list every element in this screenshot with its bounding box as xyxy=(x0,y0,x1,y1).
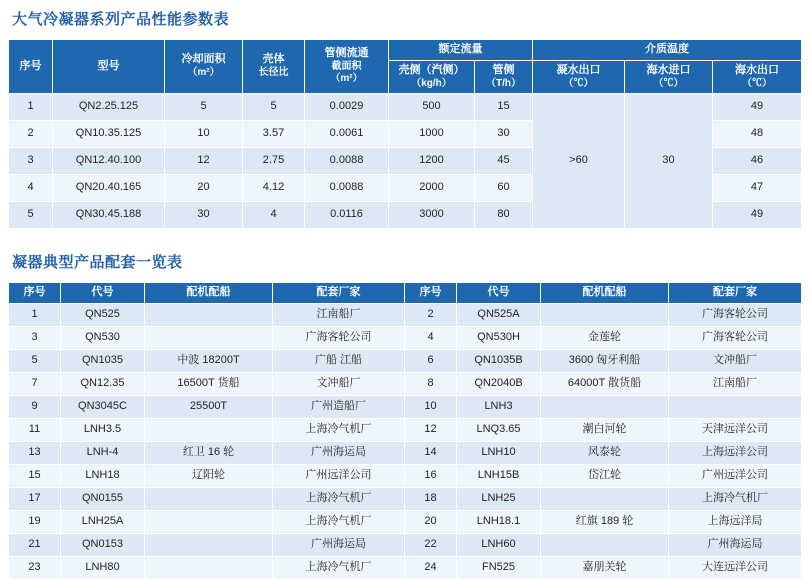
cell-factory-left: 广州海运局 xyxy=(273,441,405,464)
table-row xyxy=(9,303,802,326)
cell-shell-ratio: 3.57 xyxy=(243,121,305,148)
cell-code-right: LNH15B xyxy=(457,464,541,487)
performance-parameters-table xyxy=(8,39,802,229)
cell-seq-left: 15 xyxy=(9,464,61,487)
cell-seq-left: 3 xyxy=(9,326,61,349)
col-cooling-area-label: 冷却面积 xyxy=(181,53,226,66)
cell-pipe-flow-area: 0.0061 xyxy=(305,121,389,148)
col-machine-ship-right: 配机配船 xyxy=(541,283,669,304)
cell-rated-shell: 1000 xyxy=(389,121,475,148)
cell-factory-left: 广海客轮公司 xyxy=(273,326,405,349)
cell-seq-right: 14 xyxy=(405,441,457,464)
cell-factory-right: 广海客轮公司 xyxy=(669,303,802,326)
cell-factory-right: 大连远洋公司 xyxy=(669,556,802,579)
col-pipe-flow-area xyxy=(305,40,389,94)
cell-seq: 2 xyxy=(9,121,53,148)
cell-seq-right: 2 xyxy=(405,303,457,326)
cell-rated-pipe: 60 xyxy=(475,175,533,202)
cell-seq-left: 23 xyxy=(9,556,61,579)
cell-seq-left: 9 xyxy=(9,395,61,418)
cell-machine-ship-left: 16500T 货船 xyxy=(145,372,273,395)
cell-model: QN20.40.165 xyxy=(53,175,165,202)
cell-factory-left: 文冲船厂 xyxy=(273,372,405,395)
cell-seq-right: 24 xyxy=(405,556,457,579)
col-seq-right: 序号 xyxy=(405,283,457,304)
cell-seq-left: 11 xyxy=(9,418,61,441)
table-row xyxy=(9,349,802,372)
cell-seq: 4 xyxy=(9,175,53,202)
cell-machine-ship-left xyxy=(145,556,273,579)
cell-seq-left: 5 xyxy=(9,349,61,372)
cell-model: QN10.35.125 xyxy=(53,121,165,148)
cell-cooling-area: 20 xyxy=(165,175,243,202)
col-model: 型号 xyxy=(53,40,165,94)
cell-code-right: LNH60 xyxy=(457,533,541,556)
cell-code-right: LNH3 xyxy=(457,395,541,418)
cell-machine-ship-left: 25500T xyxy=(145,395,273,418)
cell-shell-ratio: 4 xyxy=(243,202,305,229)
cell-factory-left: 广州海运局 xyxy=(273,533,405,556)
col-shell-ratio xyxy=(243,40,305,94)
cell-rated-shell: 500 xyxy=(389,94,475,121)
cell-pipe-flow-area: 0.0029 xyxy=(305,94,389,121)
cell-code-left: QN525 xyxy=(61,303,145,326)
table-row xyxy=(9,395,802,418)
cell-seq-right: 4 xyxy=(405,326,457,349)
col-cooling-area-unit: （m²） xyxy=(187,67,220,79)
cell-seawater-outlet: 46 xyxy=(713,148,802,175)
cell-code-right: FN525 xyxy=(457,556,541,579)
cell-factory-right: 上海远洋公司 xyxy=(669,441,802,464)
table-header-row xyxy=(9,283,802,304)
table-row xyxy=(9,372,802,395)
cell-machine-ship-right: 岱江轮 xyxy=(541,464,669,487)
cell-machine-ship-left xyxy=(145,303,273,326)
col-rated-pipe-unit: （T/h） xyxy=(486,77,521,89)
cell-seq-right: 8 xyxy=(405,372,457,395)
cell-factory-right: 广州远洋公司 xyxy=(669,464,802,487)
col-seawater-outlet xyxy=(713,60,802,93)
col-seq-left: 序号 xyxy=(9,283,61,304)
cell-factory-left: 上海冷气机厂 xyxy=(273,487,405,510)
cell-machine-ship-right: 3600 匈牙利船 xyxy=(541,349,669,372)
cell-factory-left: 江南船厂 xyxy=(273,303,405,326)
table-row xyxy=(9,94,802,121)
table-row xyxy=(9,510,802,533)
cell-code-left: QN530 xyxy=(61,326,145,349)
cell-seq-right: 12 xyxy=(405,418,457,441)
cell-machine-ship-right: 64000T 散货船 xyxy=(541,372,669,395)
cell-shell-ratio: 4.12 xyxy=(243,175,305,202)
col-condensate-outlet-label: 凝水出口 xyxy=(556,63,601,76)
cell-machine-ship-left: 辽阳轮 xyxy=(145,464,273,487)
cell-seawater-outlet: 49 xyxy=(713,202,802,229)
col-machine-ship-left: 配机配船 xyxy=(145,283,273,304)
col-group-rated-flow: 额定流量 xyxy=(389,40,533,61)
cell-code-right: LNH25 xyxy=(457,487,541,510)
cell-rated-pipe: 80 xyxy=(475,202,533,229)
col-code-left: 代号 xyxy=(61,283,145,304)
col-seawater-inlet-label: 海水进口 xyxy=(646,63,691,76)
col-factory-right: 配套厂家 xyxy=(669,283,802,304)
cell-machine-ship-right xyxy=(541,487,669,510)
cell-machine-ship-right: 嘉朋关轮 xyxy=(541,556,669,579)
cell-code-right: LNH10 xyxy=(457,441,541,464)
col-group-medium-temp: 介质温度 xyxy=(533,40,802,61)
cell-seq-left: 21 xyxy=(9,533,61,556)
cell-factory-left: 广州远洋公司 xyxy=(273,464,405,487)
cell-pipe-flow-area: 0.0088 xyxy=(305,148,389,175)
col-rated-pipe xyxy=(475,60,533,93)
cell-factory-right: 天津远洋公司 xyxy=(669,418,802,441)
cell-seq-right: 6 xyxy=(405,349,457,372)
cell-seq-right: 10 xyxy=(405,395,457,418)
cell-factory-right: 上海远洋局 xyxy=(669,510,802,533)
cell-factory-left: 上海冷气机厂 xyxy=(273,556,405,579)
table-row xyxy=(9,418,802,441)
cell-seawater-outlet: 49 xyxy=(713,94,802,121)
page-title-product-list: 凝器典型产品配套一览表 xyxy=(12,254,183,271)
cell-code-left: QN1035 xyxy=(61,349,145,372)
cell-code-right: LNH18.1 xyxy=(457,510,541,533)
col-rated-shell-unit: （kg/h） xyxy=(411,77,452,89)
col-seq: 序号 xyxy=(9,40,53,94)
col-cooling-area xyxy=(165,40,243,94)
cell-seq: 3 xyxy=(9,148,53,175)
table-row xyxy=(9,533,802,556)
cell-seq-right: 18 xyxy=(405,487,457,510)
cell-seq-left: 13 xyxy=(9,441,61,464)
col-rated-shell xyxy=(389,60,475,93)
cell-seq-right: 16 xyxy=(405,464,457,487)
table-row xyxy=(9,441,802,464)
cell-factory-left: 广州造船厂 xyxy=(273,395,405,418)
cell-seq: 1 xyxy=(9,94,53,121)
cell-code-left: LNH-4 xyxy=(61,441,145,464)
col-rated-shell-label: 壳侧（汽侧） xyxy=(398,63,465,76)
cell-code-left: QN12.35 xyxy=(61,372,145,395)
cell-code-right: LNQ3.65 xyxy=(457,418,541,441)
table-row xyxy=(9,464,802,487)
col-code-right: 代号 xyxy=(457,283,541,304)
cell-pipe-flow-area: 0.0116 xyxy=(305,202,389,229)
col-pipe-flow-area-label2: 截面积 xyxy=(331,60,362,72)
cell-factory-left: 广船 江船 xyxy=(273,349,405,372)
cell-shell-ratio: 5 xyxy=(243,94,305,121)
cell-machine-ship-left xyxy=(145,487,273,510)
cell-factory-right: 广海客轮公司 xyxy=(669,326,802,349)
cell-machine-ship-left xyxy=(145,533,273,556)
cell-seq: 5 xyxy=(9,202,53,229)
table-row xyxy=(9,487,802,510)
cell-rated-shell: 3000 xyxy=(389,202,475,229)
col-rated-pipe-label: 管侧 xyxy=(492,63,515,76)
cell-machine-ship-left: 红卫 16 轮 xyxy=(145,441,273,464)
cell-machine-ship-right xyxy=(541,533,669,556)
cell-machine-ship-left xyxy=(145,418,273,441)
cell-machine-ship-right: 风泰轮 xyxy=(541,441,669,464)
cell-factory-right xyxy=(669,395,802,418)
cell-seawater-inlet-merged: 30 xyxy=(625,94,713,229)
cell-seq-left: 1 xyxy=(9,303,61,326)
cell-cooling-area: 10 xyxy=(165,121,243,148)
table-header-group-row xyxy=(9,40,802,61)
cell-cooling-area: 12 xyxy=(165,148,243,175)
cell-code-left: QN0153 xyxy=(61,533,145,556)
product-matching-table xyxy=(8,282,802,580)
col-condensate-outlet-unit: （℃） xyxy=(563,77,594,89)
cell-factory-right: 广州海运局 xyxy=(669,533,802,556)
col-seawater-inlet xyxy=(625,60,713,93)
cell-code-right: QN525A xyxy=(457,303,541,326)
cell-factory-right: 文冲船厂 xyxy=(669,349,802,372)
col-shell-ratio-label1: 壳体 xyxy=(262,53,285,66)
cell-model: QN12.40.100 xyxy=(53,148,165,175)
cell-factory-right: 江南船厂 xyxy=(669,372,802,395)
cell-machine-ship-right: 潮白河轮 xyxy=(541,418,669,441)
cell-seq-right: 22 xyxy=(405,533,457,556)
col-shell-ratio-label2: 长径比 xyxy=(258,67,289,79)
cell-seq-right: 20 xyxy=(405,510,457,533)
cell-rated-shell: 2000 xyxy=(389,175,475,202)
col-factory-left: 配套厂家 xyxy=(273,283,405,304)
table-row xyxy=(9,556,802,579)
cell-code-left: LNH80 xyxy=(61,556,145,579)
page-title-performance: 大气冷凝器系列产品性能参数表 xyxy=(12,11,230,28)
cell-machine-ship-left xyxy=(145,326,273,349)
cell-cooling-area: 5 xyxy=(165,94,243,121)
col-seawater-outlet-label: 海水出口 xyxy=(735,63,779,76)
cell-rated-pipe: 30 xyxy=(475,121,533,148)
cell-factory-left: 上海冷气机厂 xyxy=(273,418,405,441)
cell-cooling-area: 30 xyxy=(165,202,243,229)
col-condensate-outlet xyxy=(533,60,625,93)
cell-machine-ship-right: 金莲轮 xyxy=(541,326,669,349)
cell-code-right: QN1035B xyxy=(457,349,541,372)
cell-code-left: QN0155 xyxy=(61,487,145,510)
col-pipe-flow-area-unit: （m²） xyxy=(330,73,363,85)
table-row xyxy=(9,326,802,349)
cell-seq-left: 19 xyxy=(9,510,61,533)
cell-machine-ship-right: 红旗 189 轮 xyxy=(541,510,669,533)
cell-seq-left: 17 xyxy=(9,487,61,510)
col-seawater-outlet-unit: （℃） xyxy=(742,77,772,89)
cell-machine-ship-left xyxy=(145,510,273,533)
col-pipe-flow-area-label1: 管侧流通 xyxy=(324,47,369,60)
col-seawater-inlet-unit: （℃） xyxy=(653,77,684,89)
cell-seawater-outlet: 47 xyxy=(713,175,802,202)
cell-code-right: QN2040B xyxy=(457,372,541,395)
cell-seq-left: 7 xyxy=(9,372,61,395)
cell-code-right: QN530H xyxy=(457,326,541,349)
cell-condensate-outlet-merged: >60 xyxy=(533,94,625,229)
cell-machine-ship-left: 中波 18200T xyxy=(145,349,273,372)
cell-rated-pipe: 45 xyxy=(475,148,533,175)
cell-code-left: LNH18 xyxy=(61,464,145,487)
cell-code-left: LNH3.5 xyxy=(61,418,145,441)
cell-model: QN2.25.125 xyxy=(53,94,165,121)
cell-rated-shell: 1200 xyxy=(389,148,475,175)
cell-factory-left: 上海冷气机厂 xyxy=(273,510,405,533)
cell-machine-ship-right xyxy=(541,303,669,326)
cell-code-left: QN3045C xyxy=(61,395,145,418)
cell-shell-ratio: 2.75 xyxy=(243,148,305,175)
cell-model: QN30.45.188 xyxy=(53,202,165,229)
cell-code-left: LNH25A xyxy=(61,510,145,533)
cell-seawater-outlet: 48 xyxy=(713,121,802,148)
cell-machine-ship-right xyxy=(541,395,669,418)
cell-pipe-flow-area: 0.0088 xyxy=(305,175,389,202)
document-page xyxy=(0,8,809,578)
cell-factory-right: 上海冷气机厂 xyxy=(669,487,802,510)
cell-rated-pipe: 15 xyxy=(475,94,533,121)
